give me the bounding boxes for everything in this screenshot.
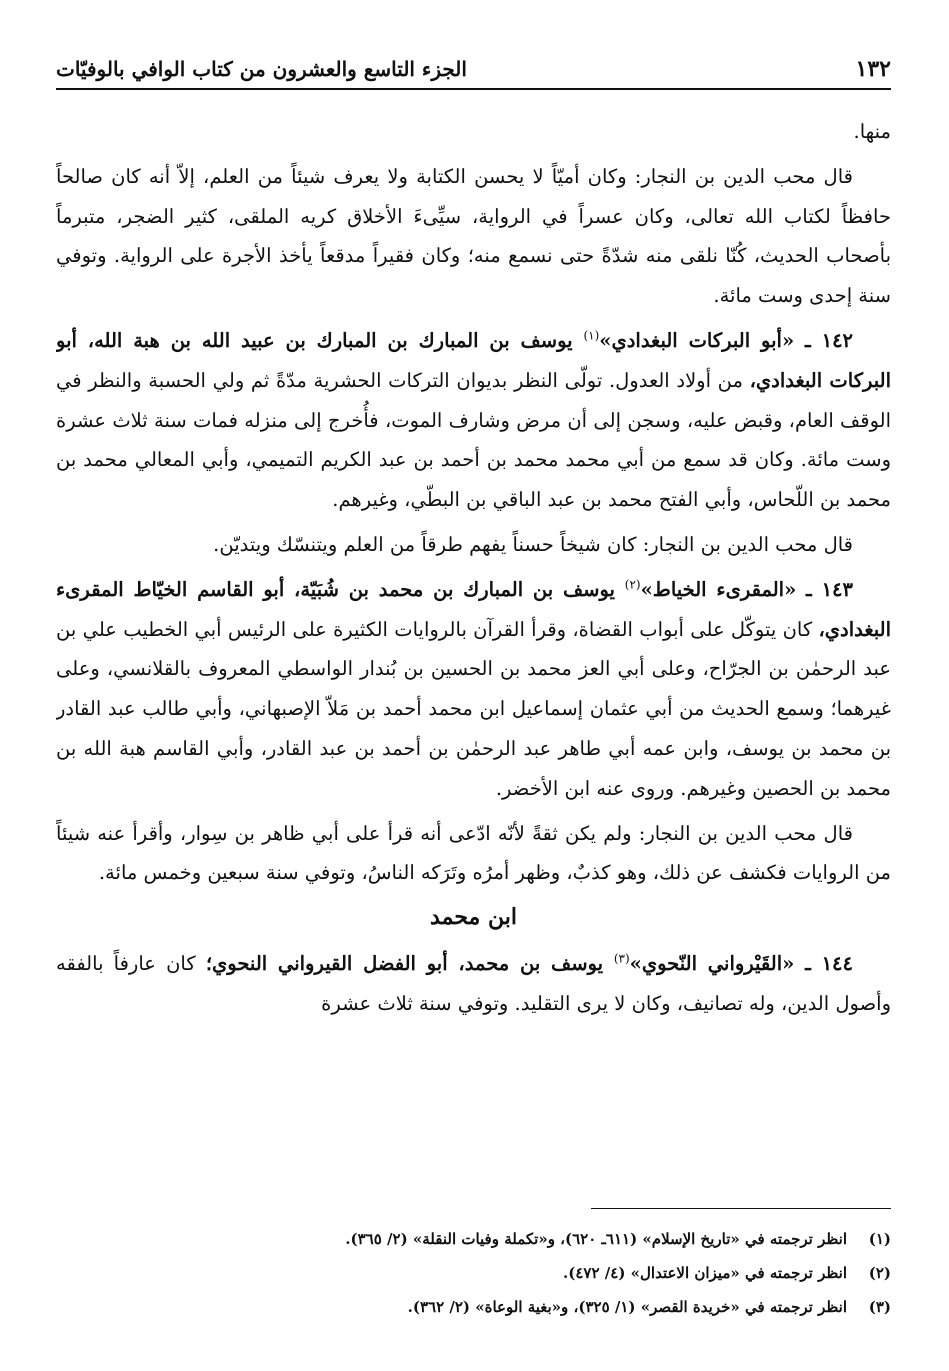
section-title: ابن محمد	[430, 904, 517, 931]
body-text	[56, 112, 891, 1184]
footnote-ref: (٣)	[613, 951, 630, 966]
paragraph-text: قال محب الدين بن النجار: كان شيخاً حسناً يفهم طرقاً من العلم ويتنسّك ويتديّن.	[213, 532, 853, 556]
footnote	[56, 1290, 891, 1324]
footnote-text: انظر ترجمته في «ميزان الاعتدال» (٤/ ٤٧٢).	[563, 1264, 847, 1282]
entry-lead: ١٤٢ ـ «أبو البركات البغدادي»	[599, 328, 854, 352]
entry-text: من أولاد العدول. تولّى النظر بديوان التركات الحشرية مدّةً ثم ولي الحسبة والنظر في الوقف العام، وقبض عليه، وسجن إلى أن مرض وشارف الموت، فأُخرج إلى منزله فمات سنة ثلاث عشرة وست مائة. وكان قد سمع من أبي محمد محمد بن أحمد بن عبد الكريم التميمي، وأبي المعالي محمد بن محمد بن اللّحاس، وأبي الفتح محمد بن عبد الباقي بن البطّي، وغيرهم.	[56, 368, 891, 512]
footnotes	[56, 1222, 891, 1324]
footnote-divider	[591, 1208, 891, 1209]
paragraph-text: قال محب الدين بن النجار: وكان أميّاً لا يحسن الكتابة ولا يعرف شيئاً من العلم، إلاّ أنه كان صالحاً حافظاً لكتاب الله تعالى، وكان عسراً في الرواية، سيِّىءَ الأخلاق كريه الملقى، كثير الضجر، متبرماً بأصحاب الحديث، كُنّا نلقى منه شدّةً حتى نسمع منه؛ وكان فقيراً مدقعاً يأخذ الأجرة على الرواية. وتوفي سنة إحدى وست مائة.	[56, 164, 891, 308]
entry-text: كان عارفاً بالفقه وأصول الدين، وله تصانيف، وكان لا يرى التقليد. وتوفي سنة ثلاث عشرة	[56, 951, 891, 1015]
footnote-text: انظر ترجمته في «خريدة القصر» (١/ ٣٢٥)، و«بغية الوعاة» (٢/ ٣٦٢).	[407, 1298, 847, 1316]
paragraph-text: منها.	[853, 120, 891, 143]
footnote-number: (٣)	[868, 1298, 891, 1316]
entry-142	[56, 321, 891, 520]
footnote-text: انظر ترجمته في «تاريخ الإسلام» (٦١١ـ ٦٢٠)، و«تكملة وفيات النقلة» (٢/ ٣٦٥).	[345, 1230, 847, 1248]
footnote	[56, 1222, 891, 1256]
entry-text: كان يتوكّل على أبواب القضاة، وقرأ القرآن بالروايات الكثيرة على الرئيس أبي الخطيب علي بن عبد الرحمٰن بن الجرّاح، وعلى أبي العز محمد بن الحسين بن بُندار الواسطي المعروف بالقلانسي، وعلى غيرهما؛ وسمع الحديث من أبي عثمان إسماعيل ابن محمد أحمد بن مَلاّ الإصبهاني، وأبي طالب عبد القادر بن محمد بن يوسف، وابن عمه أبي طاهر عبد الرحمٰن بن أحمد بن عبد القادر، وأبي القاسم هبة الله بن محمد بن الحصين وغيرهم. وروى عنه ابن الأخضر.	[56, 617, 891, 800]
entry-name: يوسف بن المبارك بن المبارك بن عبيد الله بن هبة الله، أبو البركات البغدادي،	[56, 328, 891, 392]
paragraph-quote	[56, 814, 891, 894]
footnote	[56, 1256, 891, 1290]
paragraph-quote	[56, 525, 891, 565]
entry-143	[56, 570, 891, 809]
entry-lead: ١٤٤ ـ «القَيْرواني النّحوي»	[629, 951, 853, 975]
entry-144	[56, 944, 891, 1024]
paragraph-quote	[56, 157, 891, 316]
footnote-ref: (٢)	[624, 577, 641, 592]
page-header	[56, 50, 891, 90]
entry-name: يوسف بن المبارك بن محمد بن شُبَيّة، أبو القاسم الخيّاط المقرىء البغدادي،	[56, 577, 891, 641]
paragraph-continuation	[56, 112, 891, 152]
footnote-ref: (١)	[583, 328, 600, 343]
running-title: الجزء التاسع والعشرون من كتاب الوافي بالوفيّات	[56, 57, 467, 81]
page-number: ١٣٢	[855, 56, 891, 82]
footnote-number: (١)	[868, 1230, 891, 1248]
entry-lead: ١٤٣ ـ «المقرىء الخياط»	[640, 577, 853, 601]
entry-name: يوسف بن محمد، أبو الفضل القيرواني النحوي؛	[205, 951, 614, 975]
paragraph-text: قال محب الدين بن النجار: ولم يكن ثقةً لأنّه ادّعى أنه قرأ على أبي ظاهر بن سِوار، وأقرأ عنه شيئاً من الروايات فكشف عن ذلك، وهو كذبٌ، وظهر أمرُه وتَرَكه الناسُ، وتوفي سنة سبعين وخمس مائة.	[56, 821, 891, 885]
footnote-number: (٢)	[868, 1264, 891, 1282]
